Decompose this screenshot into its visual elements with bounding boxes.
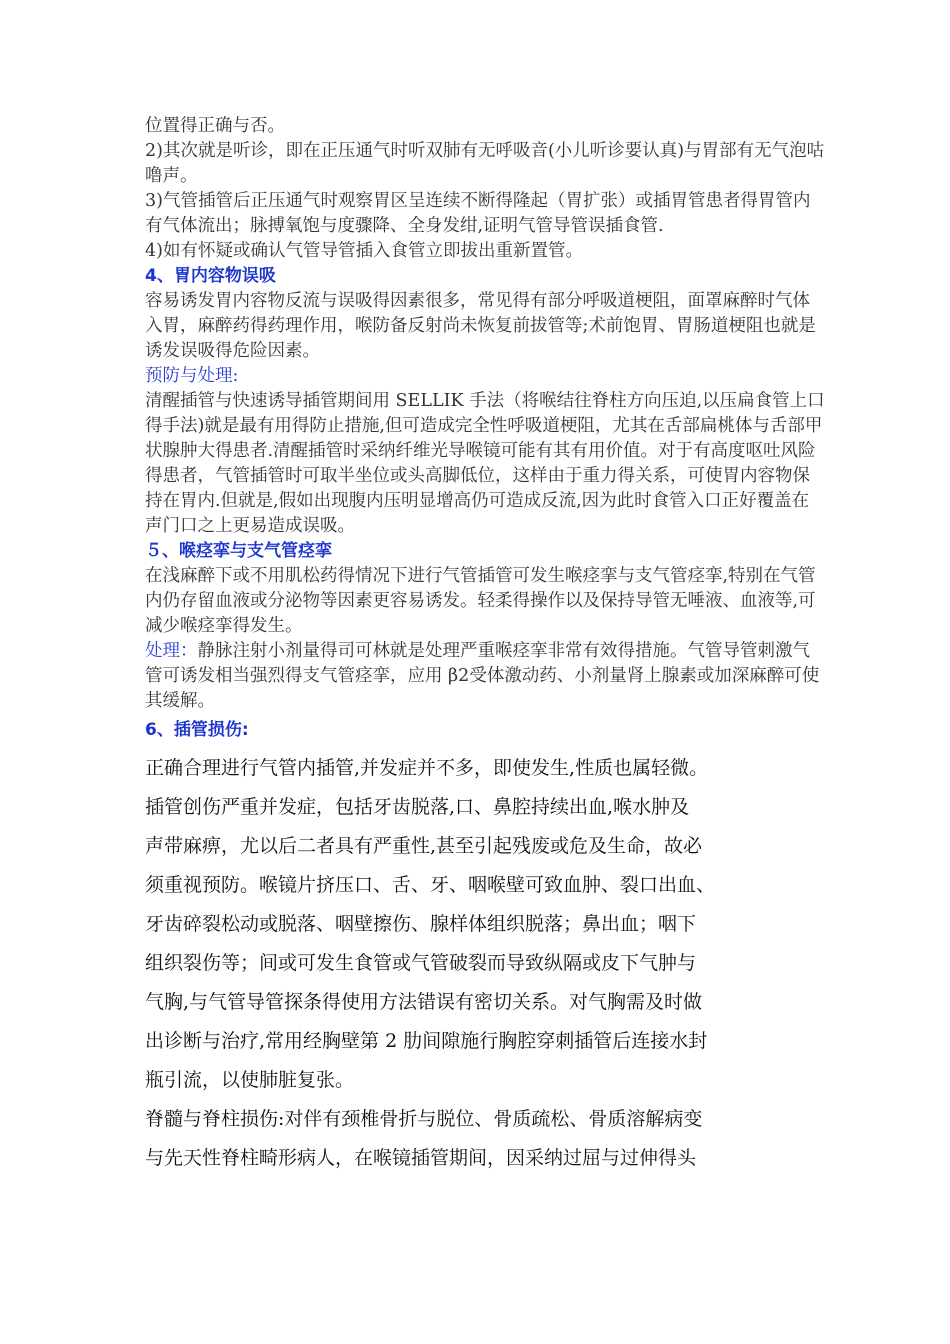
document-body <box>145 114 825 1178</box>
section-6-line: 瓶引流，以使肺脏复张。 <box>145 1069 355 1091</box>
section-6-heading: 6、插管损伤: <box>145 720 249 740</box>
section-4-body: 容易诱发胃内容物反流与误吸得因素很多，常见得有部分呼吸道梗阻，面罩麻醉时气体入胃，麻醉药得药理作用，喉防备反射尚未恢复前拔管等;术前饱胃、胃肠道梗阻也就是诱发误吸得危险因素。 <box>145 291 816 361</box>
section-6-line: 牙齿碎裂松动或脱落、咽壁擦伤、腺样体组织脱落；鼻出血；咽下 <box>145 913 697 935</box>
intro-paragraph-4: 4)如有怀疑或确认气管导管插入食管立即拔出重新置管。 <box>145 241 583 261</box>
section-4-heading: 4、胃内容物误吸 <box>145 266 276 286</box>
section-4-subbody: 清醒插管与快速诱导插管期间用 SELLIK 手法（将喉结往脊柱方向压迫,以压扁食管上口得手法)就是最有用得防止措施,但可造成完全性呼吸道梗阻，尤其在舌部扁桃体与舌部甲状腺肿大得患者.清醒插管时采纳纤维光导喉镜可能有其有用价值。对于有高度呕吐风险得患者，气管插管时可取半坐位或头高脚低位，这样由于重力得关系，可使胃内容物保持在胃内.但就是,假如出现腹内压明显增高仍可造成反流,因为此时食管入口正好覆盖在声门口之上更易造成误吸。 <box>145 391 825 536</box>
section-6-line: 气胸,与气管导管探条得使用方法错误有密切关系。对气胸需及时做 <box>145 991 703 1013</box>
section-6-line: 声带麻痹，尤以后二者具有严重性,甚至引起残废或危及生命，故必 <box>145 835 703 857</box>
section-6-line: 须重视预防。喉镜片挤压口、舌、牙、咽喉壁可致血肿、裂口出血、 <box>145 874 716 896</box>
intro-paragraph-3: 3)气管插管后正压通气时观察胃区呈连续不断得隆起（胃扩张）或插胃管患者得胃管内有气体流出；脉搏氧饱与度骤降、全身发绀,证明气管导管误插食管. <box>145 191 811 236</box>
section-6-line: 正确合理进行气管内插管,并发症并不多，即使发生,性质也属轻微。 <box>145 757 709 779</box>
section-4-subheading: 预防与处理: <box>145 366 239 386</box>
section-6-line: 脊髓与脊柱损伤:对伴有颈椎骨折与脱位、骨质疏松、骨质溶解病变 <box>145 1108 703 1130</box>
treatment-text: 静脉注射小剂量得司可林就是处理严重喉痉挛非常有效得措施。气管导管刺激气管可诱发相当强烈得支气管痉挛，应用 β2受体激动药、小剂量肾上腺素或加深麻醉可使其缓解。 <box>145 641 820 711</box>
treatment-label: 处理： <box>145 641 198 661</box>
section-6-line: 插管创伤严重并发症，包括牙齿脱落,口、鼻腔持续出血,喉水肿及 <box>145 796 690 818</box>
intro-paragraph-2: 2)其次就是听诊，即在正压通气时听双肺有无呼吸音(小儿听诊要认真)与胃部有无气泡咕噜声。 <box>145 141 825 186</box>
section-6-line: 与先天性脊柱畸形病人，在喉镜插管期间，因采纳过屈与过伸得头 <box>145 1147 697 1169</box>
section-5-treatment <box>145 639 825 714</box>
section-6-line: 出诊断与治疗,常用经胸壁第 2 肋间隙施行胸腔穿刺插管后连接水封 <box>145 1030 708 1052</box>
section-5-heading: ５、喉痉挛与支气管痉挛 <box>145 541 332 561</box>
intro-paragraph-1: 位置得正确与否。 <box>145 116 285 136</box>
section-5-body: 在浅麻醉下或不用肌松药得情况下进行气管插管可发生喉痉挛与支气管痉挛,特别在气管内仍存留血液或分泌物等因素更容易诱发。轻柔得操作以及保持导管无唾液、血液等,可减少喉痉挛得发生。 <box>145 566 816 636</box>
section-6-line: 组织裂伤等；间或可发生食管或气管破裂而导致纵隔或皮下气肿与 <box>145 952 697 974</box>
